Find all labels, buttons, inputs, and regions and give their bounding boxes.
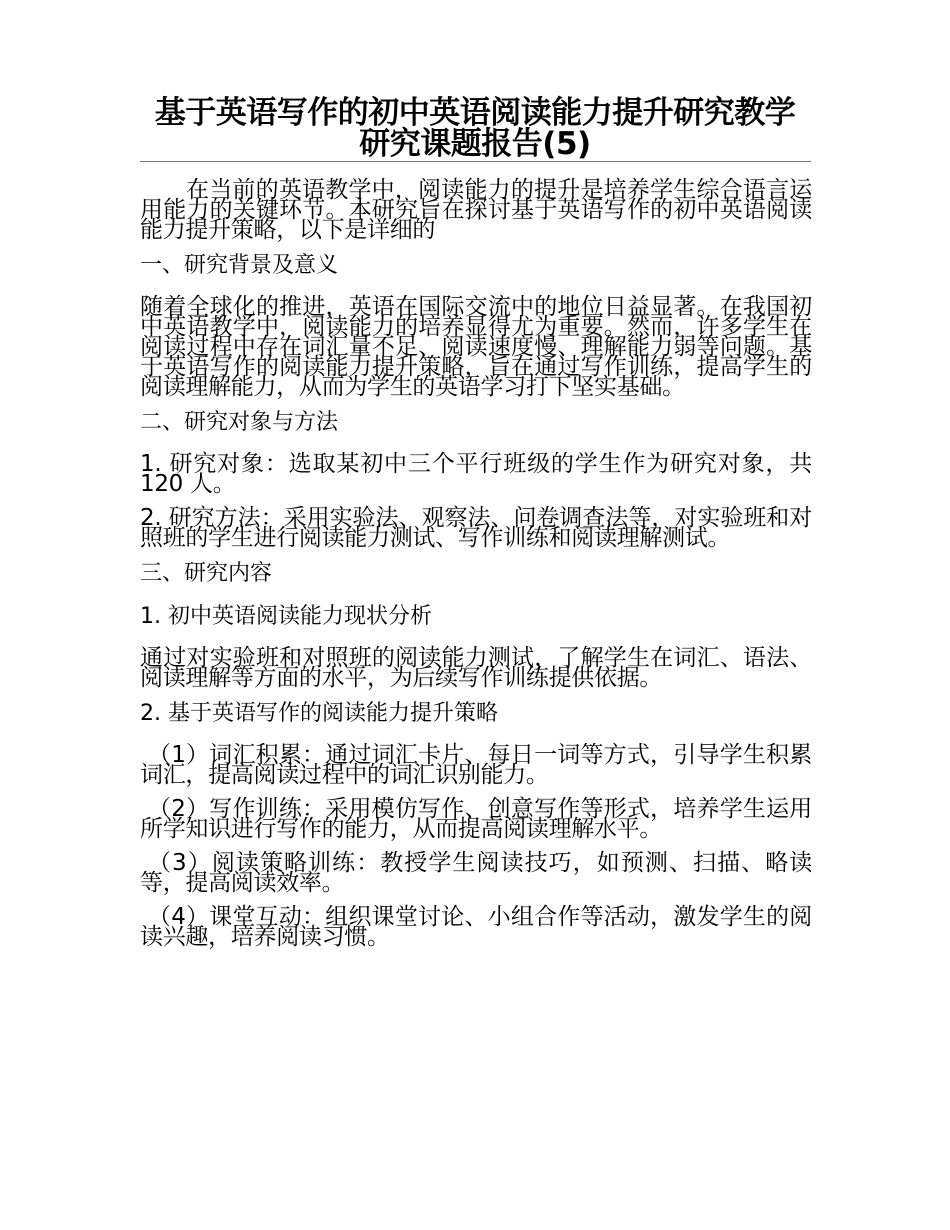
strategy-item-writing: （2）写作训练：采用模仿写作、创意写作等形式，培养学生运用所学知识进行写作的能力，从而提高阅读理解水平。 [140, 796, 812, 842]
intro-paragraph: 在当前的英语教学中，阅读能力的提升是培养学生综合语言运用能力的关键环节。本研究旨在探讨基于英语写作的初中英语阅读能力提升策略，以下是详细的 [140, 177, 812, 243]
subjects-paragraph: 1. 研究对象：选取某初中三个平行班级的学生作为研究对象，共 120 人。 [140, 451, 812, 497]
document-body [140, 177, 812, 961]
section-heading-content: 三、研究内容 [140, 561, 273, 586]
section-heading-background: 一、研究背景及意义 [140, 253, 339, 278]
methods-paragraph: 2. 研究方法：采用实验法、观察法、问卷调查法等，对实验班和对照班的学生进行阅读能力测试、写作训练和阅读理解测试。 [140, 505, 812, 551]
subsection-heading-strategies: 2. 基于英语写作的阅读能力提升策略 [140, 701, 498, 726]
status-paragraph: 通过对实验班和对照班的阅读能力测试，了解学生在词汇、语法、阅读理解等方面的水平，为后续写作训练提供依据。 [140, 645, 812, 691]
strategy-item-vocabulary: （1）词汇积累：通过词汇卡片、每日一词等方式，引导学生积累词汇，提高阅读过程中的词汇识别能力。 [140, 742, 812, 788]
subsection-heading-status: 1. 初中英语阅读能力现状分析 [140, 604, 432, 629]
title-divider [140, 161, 811, 162]
document-title: 基于英语写作的初中英语阅读能力提升研究教学研究课题报告(5) [154, 95, 796, 162]
strategy-item-interaction: （4）课堂互动：组织课堂讨论、小组合作等活动，激发学生的阅读兴趣，培养阅读习惯。 [140, 904, 812, 950]
background-paragraph: 随着全球化的推进，英语在国际交流中的地位日益显著。在我国初中英语教学中，阅读能力的培养显得尤为重要。然而，许多学生在阅读过程中存在词汇量不足、阅读速度慢、理解能力弱等问题。基于英语写作的阅读能力提升策略，旨在通过写作训练，提高学生的阅读理解能力，从而为学生的英语学习打下坚实基础。 [140, 294, 812, 400]
strategy-item-reading: （3）阅读策略训练：教授学生阅读技巧，如预测、扫描、略读等，提高阅读效率。 [140, 850, 812, 896]
section-heading-subjects-methods: 二、研究对象与方法 [140, 410, 339, 435]
